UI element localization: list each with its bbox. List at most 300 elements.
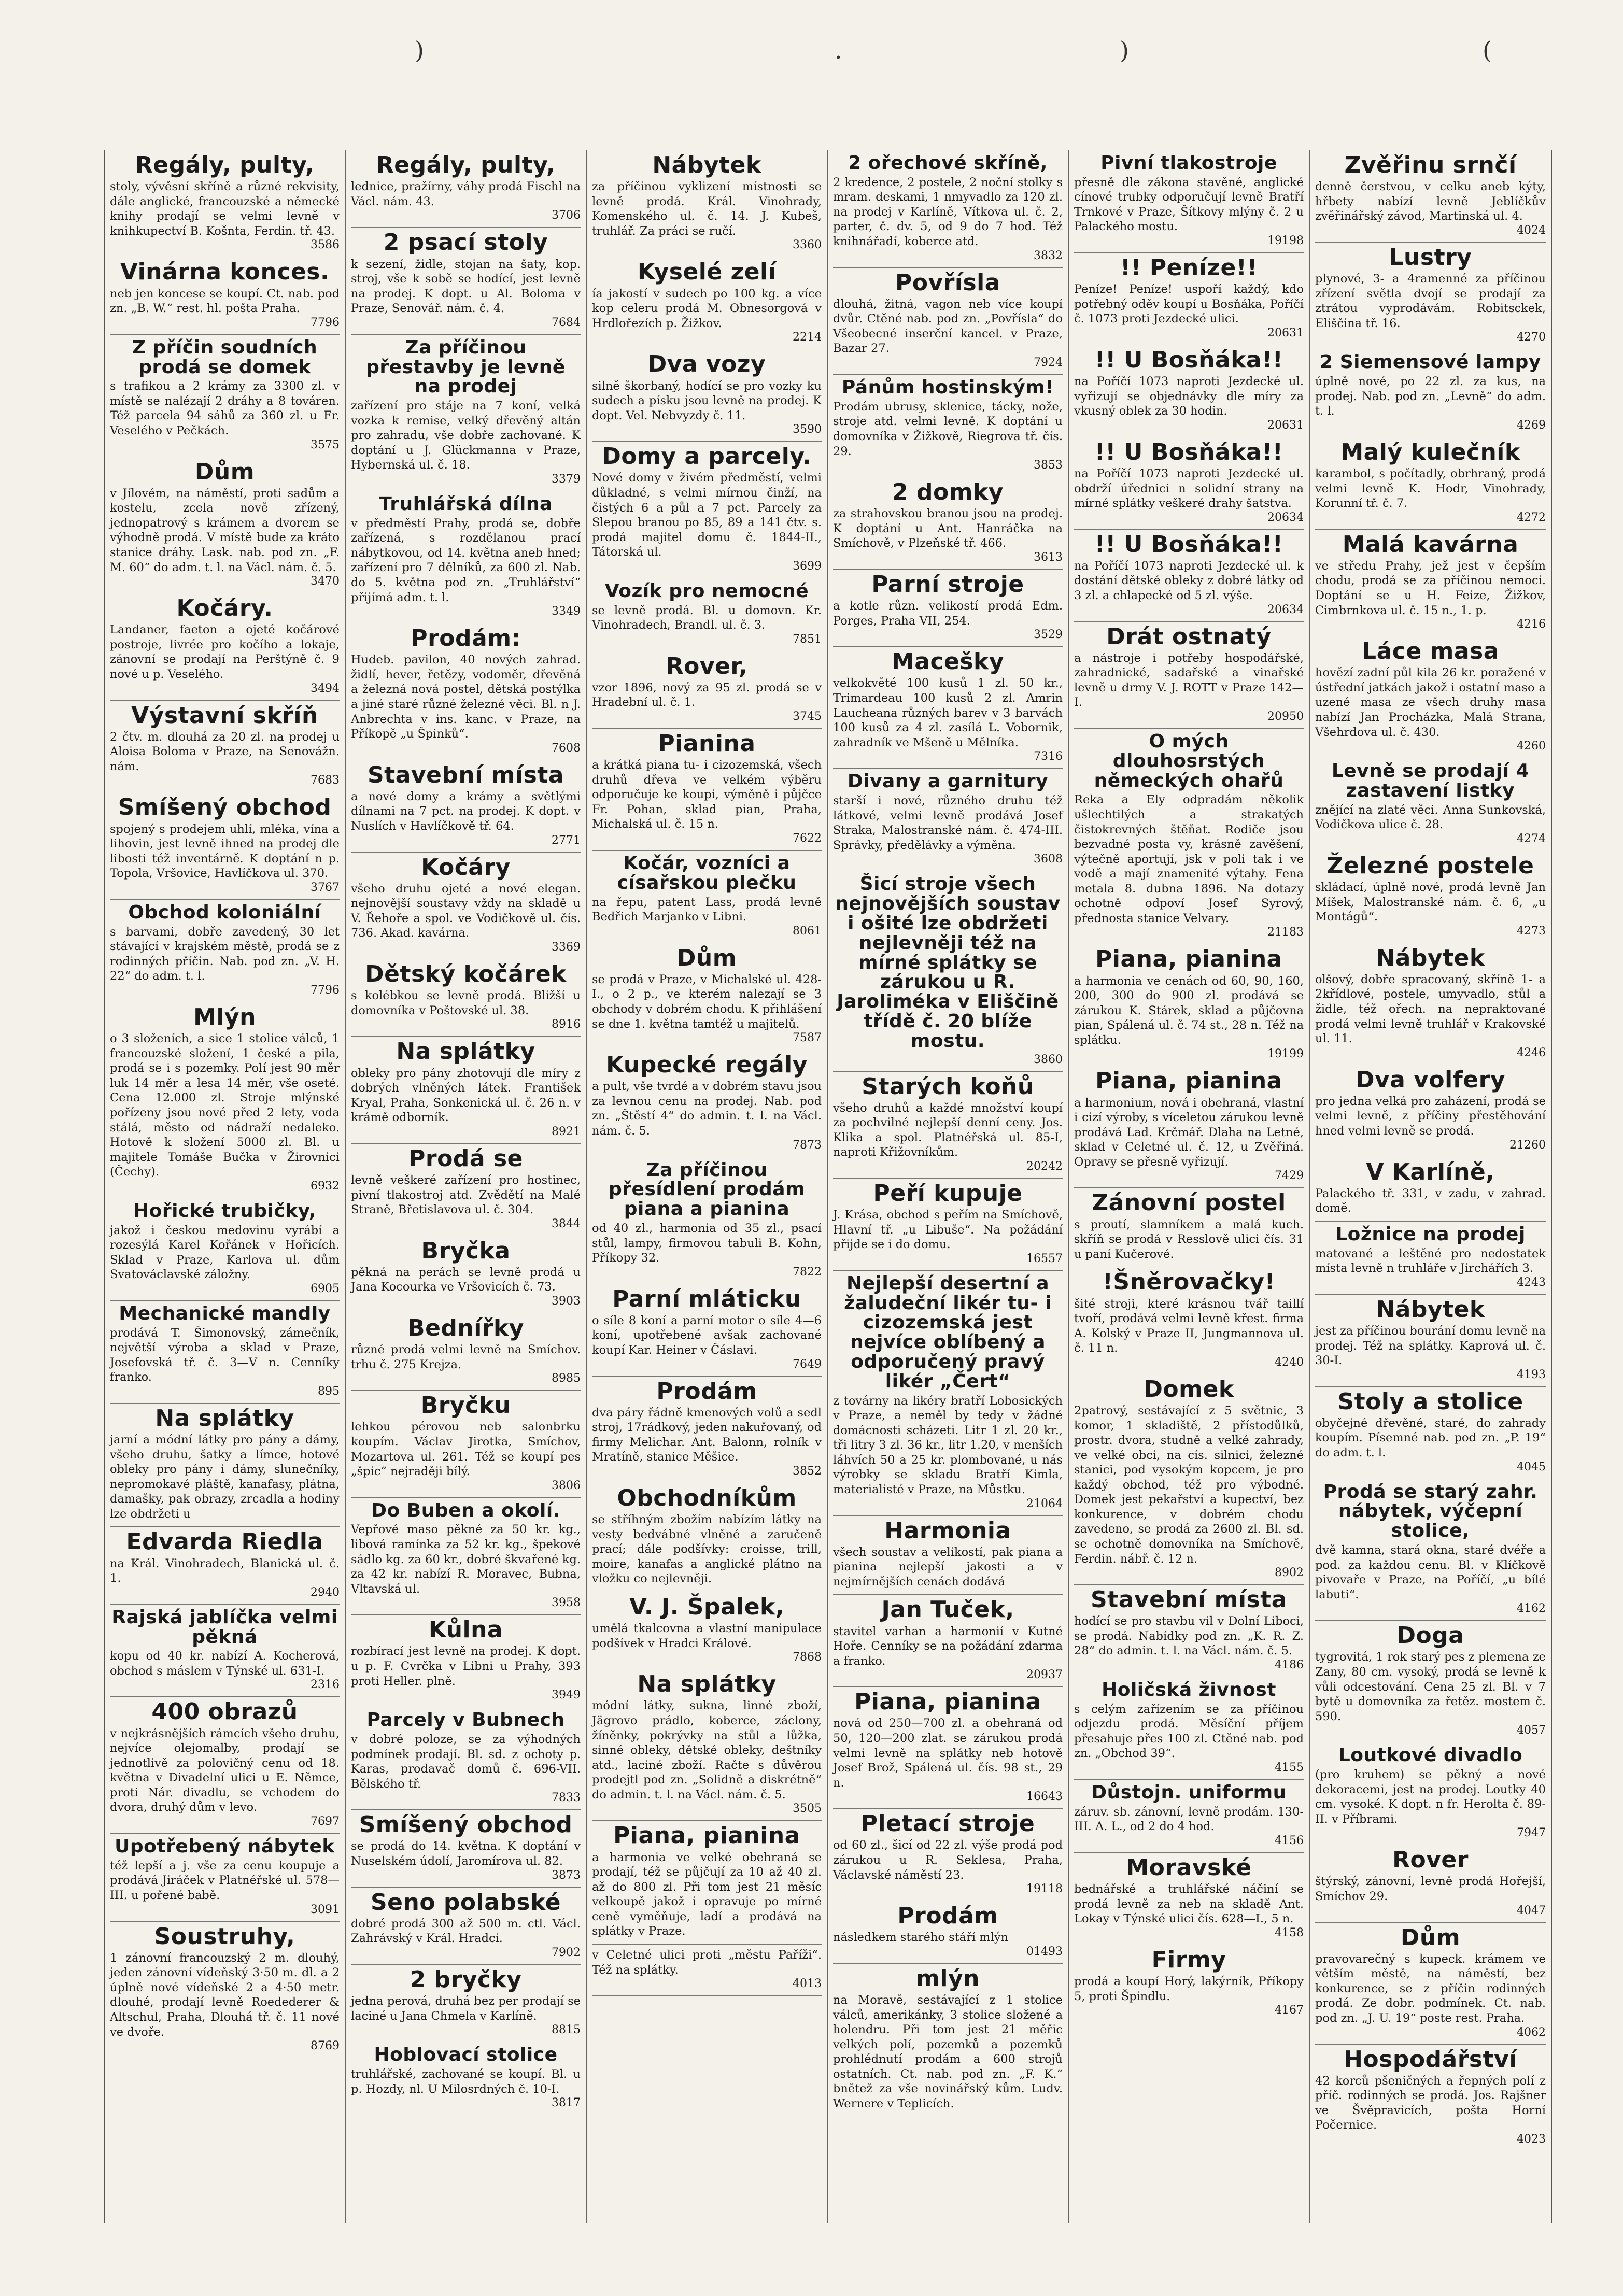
ad-reference-number: 3613 [1034, 550, 1063, 564]
ad-reference-number: 20631 [1267, 418, 1304, 432]
ad-title: mlýn [916, 1965, 980, 1992]
ad-reference-number: 3767 [311, 881, 340, 894]
ad-text: všeho druhů a každé množství koupí za pochvilné nejlepší denní ceny. Jos. Klika a spol. Platnéřská ul. 85-I, naproti Křižovníkům. [833, 1101, 1063, 1159]
classified-ad [833, 1271, 1063, 1516]
ad-title: Bryčka [421, 1237, 511, 1264]
ad-text: denně čerstvou, v celku aneb kýty, hřbety nabízí levně Jeblíčkův zvěřinářský závod, Martinská ul. 4. [1315, 180, 1546, 223]
classified-ad [351, 1144, 581, 1236]
classified-ad [110, 1922, 340, 2059]
ad-title: Piana, pianina [1095, 946, 1282, 973]
ad-reference-number: 7833 [552, 1791, 581, 1805]
ad-reference-number: 3860 [1034, 1053, 1063, 1066]
ad-title: Na splátky [637, 1671, 777, 1698]
ad-title: Dětský kočárek [365, 961, 567, 987]
classified-ad [351, 959, 581, 1037]
ad-reference-number: 3853 [1034, 459, 1063, 472]
ad-title: Nejlepší desertní a žaludeční likér tu- i cizozemská jest nejvíce oblíbený a odporučený pravý likér „Čert“ [844, 1272, 1052, 1392]
ad-title: Nábytek [1376, 944, 1485, 971]
classified-ad [110, 593, 340, 700]
ad-text: jakož i českou medovinu vyrábí a rozesýlá Karel Kořánek v Hořicích. Sklad v Praze, Karlova ul. dům Svatováclavské záložny. [110, 1223, 340, 1282]
classified-ad [1315, 1065, 1546, 1157]
ad-title: Divany a garnitury [847, 771, 1049, 792]
ad-title: Macešky [891, 648, 1005, 675]
ad-reference-number: 8061 [793, 924, 822, 938]
ad-reference-number: 8985 [552, 1372, 581, 1385]
classified-ad [592, 442, 822, 578]
ad-text: olšový, dobře spracovaný, skříně 1- a 2křídlové, postele, umyvadlo, stůl a židle, též ořech. na nepraktované prodá velmi levně truhlář v Krakovské ul. 11. [1315, 972, 1546, 1046]
ad-title: Kůlna [428, 1617, 503, 1643]
ad-reference-number: 7622 [793, 831, 822, 845]
ad-title: Bednířky [407, 1314, 524, 1341]
ad-reference-number: 3470 [311, 575, 340, 588]
ad-reference-number: 19118 [1026, 1882, 1063, 1896]
ad-reference-number: 7697 [311, 1815, 340, 1829]
ad-reference-number: 4013 [793, 1977, 822, 1991]
ad-title: Piana, pianina [1095, 1068, 1282, 1095]
classified-ad [592, 851, 822, 943]
ad-text: karambol, s počítadly, obrhraný, prodá velmi levně K. Hodr, Vinohrady, Korunní tř. č. 7. [1315, 466, 1546, 511]
ad-reference-number: 4270 [1517, 331, 1546, 344]
ad-text: o síle 8 koní a parní motor o síle 4—6 koní, upotřebené avšak zachované koupí Kar. Heiner v Čáslavi. [592, 1313, 822, 1357]
ad-title: Železné postele [1326, 852, 1534, 879]
ad-text: pro jedna velká pro zaházení, prodá se velmi levně, z příčiny přestěhování hned velmi levně se prodá. [1315, 1094, 1546, 1138]
ad-reference-number: 21183 [1267, 926, 1304, 939]
ad-text: obyčejné dřevěné, staré, do zahrady koupím. Písemné nab. pod zn. „P. 19“ do adm. t. l. [1315, 1416, 1546, 1459]
classified-ad [592, 1284, 822, 1377]
ad-column [587, 150, 828, 2223]
ad-text: rozbírací jest levně na prodej. K dopt. u p. F. Cvrčka v Libni u Prahy, 393 proti Heller. plně. [351, 1645, 581, 1688]
ad-title: Šicí stroje všech nejnovějších soustav i ošité lze obdržeti nejlevněji též na mírné splátky se zárukou u R. Jaroliméka v Eliščině třídě č. 20 blíže mostu. [835, 873, 1061, 1052]
ad-title: Rover, [666, 653, 748, 679]
ad-reference-number: 3903 [552, 1294, 581, 1308]
ad-title: Na splátky [396, 1038, 535, 1065]
classified-ad [592, 651, 822, 729]
ad-text: kopu od 40 kr. nabízí A. Kocherová, obchod s máslem v Týnské ul. 631-I. [110, 1649, 340, 1678]
ad-text: starší i nové, různého druhu též látkové, velmi levně prodává Josef Straka, Malostranské nám. č. 474-III. Správky, předělávky a výměna. [833, 794, 1063, 852]
ad-reference-number: 4158 [1275, 1926, 1304, 1939]
ad-reference-number: 19198 [1267, 234, 1304, 248]
ad-text: levně veškeré zařízení pro hostinec, pivní tlakostroj atd. Zvědětí na Malé Straně, Břetislavova ul. č. 304. [351, 1173, 581, 1217]
ad-reference-number: 3360 [793, 238, 822, 252]
ad-reference-number: 3949 [552, 1689, 581, 1702]
classified-ad [592, 1377, 822, 1483]
classified-ad [592, 257, 822, 349]
ad-text: dobré prodá 300 až 500 m. ctl. Václ. Zahrávský v Král. Hradci. [351, 1917, 581, 1946]
ad-reference-number: 3590 [793, 423, 822, 436]
classified-ad [1315, 943, 1546, 1065]
classified-ad [110, 1301, 340, 1404]
ad-text: 42 korců pšeničných a řepných polí z příč. rodinných se prodá. Jos. Rajšner ve Švěpravicích, pošta Horní Počernice. [1315, 2074, 1546, 2132]
ad-reference-number: 20950 [1267, 710, 1304, 723]
ad-column [1069, 150, 1310, 2223]
classified-ad [833, 1516, 1063, 1595]
ad-text: od 60 zl., šicí od 22 zl. výše prodá pod zárukou u R. Seklesa, Praha, Václavské náměstí 23. [833, 1838, 1063, 1882]
classified-ad [833, 647, 1063, 769]
ad-reference-number: 20634 [1267, 511, 1304, 524]
ad-text: Hudeb. pavilon, 40 nových zahrad. židlí, hever, řetězy, vodoměr, dřevěná a železná nová postel, dětská postýlka a jiné staré různé železné věci. Bl. n J. Anbrechta v ins. kanc. v Praze, na Příkopě „u Špinků“. [351, 653, 581, 741]
ad-text: jedna perová, druhá bez per prodají se laciné u Jana Chmela v Karlíně. [351, 1994, 581, 2023]
ad-title: Vozík pro nemocné [604, 580, 809, 602]
ad-reference-number: 3529 [1034, 628, 1063, 642]
ad-text: různé prodá velmi levně na Smíchov. trhu č. 275 Krejza. [351, 1343, 581, 1371]
classified-ad [351, 623, 581, 760]
ad-title: Prodám: [411, 625, 521, 652]
ad-reference-number: 3806 [552, 1479, 581, 1492]
ad-title: Kupecké regály [606, 1052, 808, 1079]
ad-reference-number: 7587 [793, 1031, 822, 1045]
ad-title: Zvěřinu srnčí [1344, 152, 1517, 178]
ad-text: na Poříčí 1073 naproti Jezdecké ul. vyřizují se objednávky dle míry za vkusný oblek za 30 hodin. [1074, 375, 1304, 418]
classified-ad [1074, 253, 1304, 345]
ad-title: Stoly a stolice [1337, 1388, 1523, 1415]
ad-text: a harmonia ve cenách od 60, 90, 160, 200, 300 do 900 zl. prodává se zárukou K. Stárek, sklad a půjčovna pian, Spálená ul. č. 74 st., 28 n. Též na splátku. [1074, 974, 1304, 1047]
ad-title: Kočáry. [176, 595, 273, 622]
ad-title: !! Peníze!! [1120, 254, 1258, 281]
ad-title: Rover [1392, 1847, 1469, 1874]
ad-text: ía jakostí v sudech po 100 kg. a více kop celeru prodá M. Obnesorgová v Hrdlořezích p. Žižkov. [592, 287, 822, 330]
ad-reference-number: 7316 [1034, 750, 1063, 763]
classified-ad [351, 228, 581, 334]
ad-text: na Poříčí 1073 naproti Jezdecké ul. obdrží úřednici n solidní strany na mírné splátky veškeré drahy šatstva. [1074, 466, 1304, 511]
classified-ad [833, 375, 1063, 477]
classified-ad [1315, 1157, 1546, 1222]
ad-title: Pánům hostinským! [841, 377, 1054, 399]
ad-reference-number: 21064 [1026, 1497, 1063, 1510]
classified-ad [351, 1888, 581, 1965]
ad-reference-number: 4062 [1517, 2025, 1546, 2039]
ad-title: Drát ostnatý [1106, 623, 1272, 650]
ad-title: Pianina [658, 730, 756, 757]
classified-ad [592, 1050, 822, 1157]
classified-ad [351, 2042, 581, 2115]
scan-mark: ( [1483, 36, 1492, 64]
ad-reference-number: 7868 [793, 1651, 822, 1664]
ad-text: štýrský, zánovní, levně prodá Hořejší, Smíchov 29. [1315, 1875, 1546, 1903]
ad-title: Upotřebený nábytek [115, 1836, 335, 1858]
ad-title: 2 ořechové skříně, [848, 152, 1048, 174]
ad-reference-number: 3494 [311, 682, 340, 695]
ad-text: 1 zánovní francouzský 2 m. dlouhý, jeden zánovní vídeňský 3·50 m. dl. a 2 úplně nové vídeňské 2 a 4·50 metr. dlouhé, prodají levně Roedederer & Altschul, Praha, Dlouhá tř. č. 11 nové ve dvoře. [110, 1951, 340, 2039]
ad-column [346, 150, 587, 2223]
ad-title: Stavební místa [1090, 1586, 1287, 1613]
ad-text: hovězí zadní půl kila 26 kr. poražené v ústřední jatkách jakož i ostatní maso a uzené masa ze všech druhy masa nabízí Jan Procházka, Malá Strana, Všehrdova ul. č. 430. [1315, 666, 1546, 739]
ad-text: se levně prodá. Bl. u domovn. Kr. Vinohradech, Brandl. ul. č. 3. [592, 603, 822, 632]
classified-ad [833, 1595, 1063, 1687]
classified-ad [1074, 729, 1304, 944]
ad-text: v předměstí Prahy, prodá se, dobře zařízená, s rozdělanou prací nábytkovou, od 14. května aneb hned; zařízení pro 7 dělníků, za 600 zl. Nab. do 5. května pod zn. „Truhlářství“ přijímá adm. t. l. [351, 516, 581, 604]
ad-text: dva páry řádně kmenových volů a sedl stroj, 17rádkový, jeden nakuřovaný, od firmy Melichar. Ant. Balonn, rolník v Mratíně, stanice Měšice. [592, 1406, 822, 1464]
ad-text: šité stroji, které krásnou tvář taillí tvoří, prodává velmi levně křest. firma A. Kolský v Praze II, Jungmannova ul. č. 11 n. [1074, 1297, 1304, 1355]
ad-text: Palackého tř. 331, v zadu, v zahrad. domě. [1315, 1186, 1546, 1215]
ad-title: Firmy [1151, 1946, 1226, 1973]
ad-reference-number: 8916 [552, 1018, 581, 1031]
ad-text: a nástroje i potřeby hospodářské, zahradnické, sadařské a vinařské levně u drmy V. J. ROTT v Praze 142—I. [1074, 651, 1304, 710]
classified-ad [110, 1404, 340, 1527]
ad-title: Parcely v Bubnech [366, 1709, 565, 1731]
ad-text: tygrovitá, 1 rok starý pes z plemena ze Zany, 80 cm. vysoký, prodá se levně k vůli odcestování. Cena 25 zl. Bl. v 7 bytě u domovníka za řetěz. mostem č. 590. [1315, 1650, 1546, 1723]
ad-text: Peníze! Peníze! uspoří každý, kdo potřebný oděv koupí u Bosňáka, Poříčí č. 1073 proti Jezdecké ulici. [1074, 282, 1304, 326]
ad-text: dlouhá, žitná, vagon neb více koupí dvůr. Ctěné nab. pod zn. „Povřísla“ do Všeobecné inserční kancel. v Praze, Bazar 27. [833, 297, 1063, 356]
ad-reference-number: 3586 [311, 238, 340, 252]
classified-ad [351, 491, 581, 623]
classified-ad [592, 1669, 822, 1821]
ad-reference-number: 7796 [311, 316, 340, 329]
ad-reference-number: 4045 [1517, 1460, 1546, 1473]
ad-reference-number: 3817 [552, 2096, 581, 2110]
ad-title: Lustry [1389, 244, 1472, 271]
ad-text: v Celetné ulici proti „městu Paříži“. Též na splátky. [592, 1948, 822, 1977]
ad-title: Soustruhy, [154, 1923, 295, 1950]
classified-ad [1074, 1853, 1304, 1945]
ad-text: jarní a módní látky pro pány a dámy, všeho druhu, šatky a límce, hotové obleky pro pány i dámy, slunečníky, nepromokavé pláště, kanafasy, plátna, damašky, pak obrazy, zrcadla a hodiny lze obdržeti u [110, 1433, 340, 1521]
ad-text: s barvami, dobře zavedený, 30 let stávající v krajském městě, prodá se z rodinných příčin. Nab. pod zn. „V. H. 22“ do adm. t. l. [110, 925, 340, 983]
ad-title: Dům [676, 944, 737, 971]
ad-title: Stavební místa [367, 761, 564, 788]
classified-ad [351, 1037, 581, 1143]
ad-reference-number: 3608 [1034, 853, 1063, 866]
ad-title: Parní mláticku [612, 1285, 801, 1312]
ad-text: lehkou pérovou neb salonbrku koupím. Václav Jirotka, Smíchov, Mozartova ul. 261. Též se koupí pes „špic“ nejraději bílý. [351, 1420, 581, 1479]
ad-title: Povřísla [895, 269, 1000, 296]
ad-reference-number: 21260 [1509, 1138, 1546, 1152]
ad-reference-number: 7683 [311, 774, 340, 787]
ad-title: Obchodníkům [617, 1484, 797, 1511]
ad-reference-number: 4167 [1275, 2004, 1304, 2017]
classified-ad [1074, 1066, 1304, 1188]
ad-text: s kolébkou se levně prodá. Bližší u domovníka v Poštovské ul. 38. [351, 989, 581, 1017]
ad-reference-number: 3369 [552, 941, 581, 954]
ad-reference-number: 2771 [552, 833, 581, 847]
ad-text: 2patrový, sestávající z 5 světnic, 3 komor, 1 skladiště, 2 přístodůlků, prostr. dvora, studně a velké zahrady, ve velké obci, na cís. silnici, železné stanici, pod vysokým kopcem, je pro každý obchod, též pro výbodné. Domek jest pekařství a kupectví, bez konkurence, v dobrém chodu zavedeno, se prodá za 2600 zl. Bl. sd. se ochotně domovníka na Smíchově, Ferdin. nábř. č. 12 n. [1074, 1404, 1304, 1566]
ad-title: Dům [194, 458, 255, 485]
ad-title: Harmonia [884, 1517, 1011, 1544]
classified-ad [592, 1592, 822, 1669]
ad-reference-number: 2214 [793, 331, 822, 344]
scan-mark: ) [1120, 36, 1129, 64]
ad-reference-number: 3873 [552, 1868, 581, 1882]
classified-ad [110, 1527, 340, 1604]
classified-ad [351, 150, 581, 228]
ad-reference-number: 8815 [552, 2023, 581, 2037]
ad-title: Zánovní postel [1092, 1189, 1286, 1216]
ad-text: a nové domy a krámy a světlými dílnami na 7 pct. na prodej. K dopt. v Nuslích v Havlíčkově tř. 64. [351, 789, 581, 833]
ad-title: Malá kavárna [1342, 531, 1519, 558]
ad-text: s trafikou a 2 krámy za 3300 zl. v místě se nalézají 2 dráhy a 8 továren. Též parcela 94 sáhů za 360 zl. u Fr. Veselého v Pečkách. [110, 379, 340, 438]
ad-title: Nábytek [1376, 1296, 1485, 1323]
ad-reference-number: 4186 [1275, 1659, 1304, 1671]
classified-ad [351, 1707, 581, 1810]
classified-ad [110, 900, 340, 1002]
ad-title: Za příčinou přestavby je levně na prodej [366, 336, 566, 398]
ad-title: Starých koňů [862, 1073, 1034, 1100]
classified-ad [351, 760, 581, 853]
classified-ad [1074, 1945, 1304, 2022]
ad-text: truhlářské, zachované se koupí. Bl. u p. Hozdy, nl. U Milosrdných č. 10-I. [351, 2067, 581, 2096]
classified-ad [351, 1391, 581, 1497]
classified-ad [1315, 851, 1546, 943]
ad-reference-number: 16643 [1026, 1790, 1063, 1804]
classified-ad [833, 570, 1063, 647]
ad-text: k sezení, židle, stojan na šaty, kop. stroj, vše k sobě se hodící, jest levně na prodej. K dopt. u Al. Boloma v Praze, Senovář. nám. č. 4. [351, 257, 581, 316]
classified-ad [1074, 437, 1304, 530]
classified-ad [351, 335, 581, 491]
classified-ad [1074, 622, 1304, 729]
classified-ad [833, 1964, 1063, 2117]
scan-mark: ) [415, 36, 424, 64]
ad-title: Regály, pulty, [376, 152, 556, 178]
ad-reference-number: 7649 [793, 1357, 822, 1371]
ad-reference-number: 4272 [1517, 511, 1546, 524]
ad-text: v Jílovém, na náměstí, proti sadům a kostelu, zcela nově zřízený, jednopatrový s krámem a dvorem se výhodně prodá. V místě bude za kráto stanice dráhy. Lask. nab. pod zn. „F. M. 60“ do adm. t. l. na Václ. nám. č. 5. [110, 486, 340, 574]
ad-text: znějící na zlaté věci. Anna Sunkovská, Vodičkova ulice č. 28. [1315, 803, 1546, 832]
ad-reference-number: 3699 [793, 559, 822, 573]
ad-title: 2 psací stoly [383, 229, 548, 256]
ad-reference-number: 6932 [311, 1179, 340, 1193]
ad-title: Edvarda Riedla [126, 1528, 323, 1555]
ad-text: a harmonia ve velké obehraná se prodají, též se půjčují za 10 až 40 zl. až do 800 zl. Při tom jest 21 měsíc velkoupě jakož i opravuje po mírné ceně vyměňuje, ladí a prodává na splátky v Praze. [592, 1850, 822, 1938]
ad-reference-number: 8769 [311, 2039, 340, 2053]
ad-title: Kočár, vozníci a císařskou plečku [617, 852, 797, 894]
ad-reference-number: 4057 [1517, 1724, 1546, 1737]
ad-text: matované a leštěné pro nedostatek místa levně n truhláře v Jirchářích 3. [1315, 1246, 1546, 1275]
ad-text: za strahovskou branou jsou na prodej. K doptání u Ant. Hanráčka na Smíchově, v Plzeňské tř. 466. [833, 507, 1063, 550]
ad-title: Prodá se starý zahr. nábytek, výčepní stolice, [1323, 1481, 1538, 1542]
ad-text: přesně dle zákona stavěné, anglické cínové trubky odporučují levně Bratří Trnkové v Praze, Šítkovy mlýny č. 2 u Palackého mostu. [1074, 175, 1304, 234]
classified-ad [1315, 1222, 1546, 1295]
ad-text: hodící se pro stavbu vil v Dolní Liboci, se prodá. Nabídky pod zn. „K. R. Z. 28“ do admin. t. l. na Václ. nám. č. 5. [1074, 1614, 1304, 1658]
ad-reference-number: 19199 [1267, 1047, 1304, 1061]
ad-text: v dobré poloze, se za výhodných podmínek prodají. Bl. sd. z ochoty p. Karas, prodavač domů č. 696-VII. Bělského tř. [351, 1732, 581, 1791]
classified-ad [1315, 1295, 1546, 1387]
classified-ad [1315, 1742, 1546, 1845]
ad-text: na Poříčí 1073 naproti Jezdecké ul. k dostání dětské obleky z dobré látky od 3 zl. a chlapecké od 5 zl. výše. [1074, 559, 1304, 602]
ad-text: a harmonium, nová i obehraná, vlastní i cizí výroby, s víceletou zárukou levně prodává Lad. Krčmář. Dlaha na Letné, sklad v Celetné ul. č. 12, u Zvěřiná. Opravy se přesně vyřizují. [1074, 1096, 1304, 1169]
ad-text: od 40 zl., harmonia od 35 zl., psací stůl, lampy, firmovou tabuli B. Kohn, Příkopy 32. [592, 1221, 822, 1265]
ad-title: Obchod koloniální [128, 901, 321, 923]
ad-text: 2 čtv. m. dlouhá za 20 zl. na prodej u Aloisa Boloma v Praze, na Senovážn. nám. [110, 730, 340, 773]
ad-text: též lepší a j. vše za cenu koupuje a prodává Jiráček v Platnéřské ul. 578—III. u pořené babě. [110, 1859, 340, 1902]
classified-ad [1074, 345, 1304, 437]
ad-title: Malý kulečník [1340, 438, 1520, 465]
classified-ad [351, 1498, 581, 1615]
ad-title: Domy a parcely. [602, 443, 812, 470]
classified-ad [592, 1157, 822, 1284]
ad-reference-number: 4274 [1517, 832, 1546, 845]
classified-ad [1315, 243, 1546, 349]
ad-text: lednice, pražírny, váhy prodá Fischl na Václ. nám. 43. [351, 180, 581, 208]
ad-text: úplně nové, po 22 zl. za kus, na prodej. Nab. pod zn. „Levně“ do adm. t. l. [1315, 375, 1546, 418]
classified-ad [1074, 1780, 1304, 1853]
classified-ad [833, 1072, 1063, 1179]
ad-reference-number: 4246 [1517, 1046, 1546, 1059]
ad-reference-number: 3852 [793, 1464, 822, 1478]
ad-reference-number: 7924 [1034, 356, 1063, 370]
ad-title: Ložnice na prodej [1335, 1223, 1526, 1245]
ad-reference-number: 20631 [1267, 326, 1304, 339]
classified-ad [1315, 437, 1546, 530]
classified-ad [1315, 758, 1546, 851]
ad-text: se prodá do 14. května. K doptání v Nuselském údolí, Jaromírova ul. 82. [351, 1839, 581, 1868]
ad-reference-number: 8921 [552, 1125, 581, 1138]
ad-title: Dům [1400, 1924, 1461, 1951]
ad-reference-number: 4243 [1517, 1275, 1546, 1289]
ad-title: O mých dlouhosrstých německých ohařů [1094, 730, 1284, 791]
classified-ad [592, 1945, 822, 1996]
classified-ad [1315, 1845, 1546, 1922]
ad-reference-number: 4269 [1517, 418, 1546, 432]
ad-title: Hospodářství [1344, 2046, 1517, 2073]
ad-text: bednářské a truhlářské náčiní se prodá levně za neb na skladě Ant. Lokay v Týnské ulici čís. 628—I., 5 n. [1074, 1882, 1304, 1926]
ad-reference-number: 20634 [1267, 603, 1304, 616]
ad-text: za příčinou vyklizení místnosti se levně prodá. Král. Vinohrady, Komenského ul. č. 14. J. Kubeš, truhlář. Za práci se ručí. [592, 180, 822, 238]
ad-title: Kočáry [421, 854, 511, 881]
ad-title: Dva volfery [1355, 1066, 1506, 1093]
classified-ad [1315, 530, 1546, 636]
ad-text: Landaner, faeton a ojeté kočárové postroje, livrée pro kočího a lokaje, zánovní se prodají na Perštýně č. 9 nové u p. Veselého. [110, 623, 340, 682]
ad-title: Na splátky [155, 1405, 294, 1432]
ad-title: V. J. Špalek, [629, 1593, 785, 1620]
ad-reference-number: 4047 [1517, 1904, 1546, 1917]
ad-reference-number: 3745 [793, 710, 822, 723]
ad-text: o 3 složeních, a sice 1 stolice válců, 1 francouzské složení, 1 české a pila, prodá se i s pozemky. Polí jest 90 měr luk 14 měr a lesa 14 měr, vše oseté. Cena 12.000 zl. Stroje mlýnské pořízeny jsou nové před 2 lety, voda stálá, město od nádraží nedaleko. Hotově k složení 5000 zl. Bl. u majitele Tomáše Bučka v Žirovnici (Čechy). [110, 1032, 340, 1179]
ad-title: Seno polabské [370, 1889, 561, 1916]
ad-reference-number: 7873 [793, 1138, 822, 1152]
ad-reference-number: 3505 [793, 1802, 822, 1816]
classified-ad [1074, 1585, 1304, 1677]
classified-ad [351, 1965, 581, 2042]
ad-title: Pletací stroje [860, 1810, 1035, 1837]
ad-reference-number: 7822 [793, 1265, 822, 1279]
ad-reference-number: 20242 [1026, 1159, 1063, 1173]
classified-ad [110, 335, 340, 457]
ad-text: a kotle různ. velikostí prodá Edm. Porges, Praha VII, 254. [833, 599, 1063, 628]
ad-column [828, 150, 1069, 2223]
ad-text: silně škorbaný, hodící se pro vozky ku sudech a písku jsou levně na prodej. K dopt. Vel. Nebvyzdy č. 11. [592, 379, 822, 422]
classified-ad [110, 257, 340, 334]
ad-reference-number: 3091 [311, 1903, 340, 1916]
ad-reference-number: 3844 [552, 1217, 581, 1230]
ad-text: zařízení pro stáje na 7 koní, velká vozka k remise, velký dřevěný altán pro zahradu, vše dobře zachované. K doptání u J. Glückmanna v Praze, Hybernská ul. č. 18. [351, 399, 581, 472]
classified-ad [1315, 1387, 1546, 1479]
ad-reference-number: 3706 [552, 209, 581, 222]
ad-title: Piana, pianina [613, 1822, 800, 1849]
ad-reference-number: 4162 [1517, 1602, 1546, 1615]
ad-title: Rajská jablíčka velmi pěkná [111, 1606, 338, 1648]
classified-ad [833, 871, 1063, 1071]
ad-text: ve středu Prahy, jež jest v čepším chodu, prodá se za příčinou nemoci. Doptání se u H. Feize, Žižkov, Cimbrnkova ul. č. 15 n., 1. p. [1315, 559, 1546, 617]
classified-ad [1074, 944, 1304, 1066]
ad-column [105, 150, 346, 2223]
classified-ad [592, 578, 822, 651]
ad-text: a krátká piana tu- i cizozemská, všech druhů dřeva ve velkém výběru odporučuje ke koupi, výměně i půjčce Fr. Pohan, sklad pian, Praha, Michalská ul. č. 15 n. [592, 758, 822, 831]
ad-title: Z příčin soudních prodá se domek [132, 336, 318, 378]
classified-ad [833, 477, 1063, 570]
ad-text: na řepu, patent Lass, prodá levně Bedřich Marjanko v Libni. [592, 895, 822, 924]
ad-reference-number: 7429 [1275, 1169, 1304, 1183]
ad-title: Prodá se [408, 1145, 523, 1172]
ad-reference-number: 4260 [1517, 740, 1546, 753]
classified-ad [592, 150, 822, 257]
classified-ad [110, 1002, 340, 1198]
ad-reference-number: 4024 [1517, 223, 1546, 237]
classified-ad [592, 729, 822, 851]
classified-ad [592, 1483, 822, 1592]
classified-ad [110, 1198, 340, 1301]
ad-text: neb jen koncese se koupí. Ct. nab. pod zn. „B. W.“ rest. hl. pošta Praha. [110, 287, 340, 316]
ad-title: Peří kupuje [873, 1180, 1023, 1207]
ad-title: 2 bryčky [410, 1966, 522, 1993]
ad-title: Pivní tlakostroje [1100, 152, 1277, 174]
